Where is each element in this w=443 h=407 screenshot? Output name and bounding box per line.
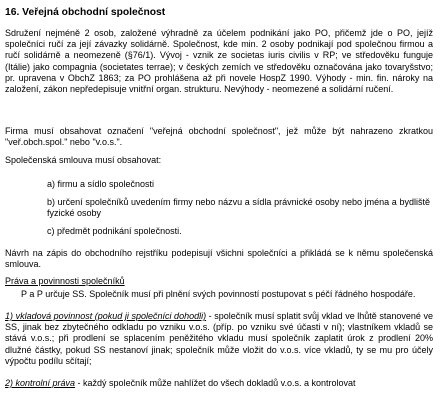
list-item-b: b) určení společníků uvedením firmy nebo názvu a sídla právnické osoby nebo jména a bydliště fyzické osoby — [47, 197, 430, 219]
page-title: 16. Veřejná obchodní společnost — [5, 7, 166, 18]
deposit-duty-text: - společník musí splatit svůj vklad ve lhůtě stanovené ve SS, jinak bez zbytečného odkladu po vzniku v.o.s. (příp. po vzniku své účasti v ní); vlastníkem vkladů se stává v.o.s.; při prodlení se splacením peněžitého vkladu musí společník zaplatit úrok z prodlení 20% dlužné částky, pokud SS nestanoví jinak; společník může vložit do v.o.s. více vkladů, ty se mu pro účely výpočtu podílu sčítají; — [5, 311, 433, 366]
control-rights-label: 2) kontrolní práva — [5, 378, 76, 388]
list-item-a: a) firmu a sídlo společnosti — [47, 179, 155, 189]
control-rights-paragraph — [5, 378, 433, 389]
firm-paragraph: Firma musí obsahovat označení "veřejná obchodní společnost", jež může být nahrazeno zkratkou "veř.obch.spol." nebo "v.o.s.". — [5, 126, 433, 148]
intro-paragraph — [5, 28, 433, 95]
section-subheading: Práva a povinnosti společníků — [5, 276, 125, 286]
intro-text: Sdružení nejméně 2 osob, založené výhradně za účelem podnikání jako PO, přičemž jde o PO, jejíž společníci ručí za její závazky solidárně. Společnost, kde min. 2 osoby podnikají pod společnou firmou a ručí solidárně a neomezeně (§76/1). Vývoj - vznik ze societas iuris civilis v RP; ve středověku funguje (Itálie) jako compagnia (societates terrae); v českých zemích ve středověku označována jako tovaryšstvo; pr. upravena v ObchZ 1863; za PO prohlášena až při novele HospZ 1990. Výhody - min. fin. nároky na založení, zákon nepředepisuje vnitřní organ. strukturu. Nevýhody - neomezené a solidární ručení. — [5, 28, 433, 95]
control-rights-text: - každý společník může nahlížet do všech dokladů v.o.s. a kontrolovat — [75, 378, 356, 388]
duties-paragraph: P a P určuje SS. Společník musí při plnění svých povinností postupovat s péčí řádného hospodáře. — [21, 289, 416, 299]
registration-paragraph: Návrh na zápis do obchodního rejstříku podepisují všichni společníci a přikládá se k němu společenská smlouva. — [5, 248, 433, 270]
deposit-duty-label: 1) vkladová povinnost (pokud ji společníci dohodli) — [5, 311, 207, 321]
list-item-c: c) předmět podnikání společnosti. — [47, 226, 182, 236]
deposit-duty-paragraph — [5, 311, 433, 367]
contract-intro: Společenská smlouva musí obsahovat: — [5, 155, 162, 165]
